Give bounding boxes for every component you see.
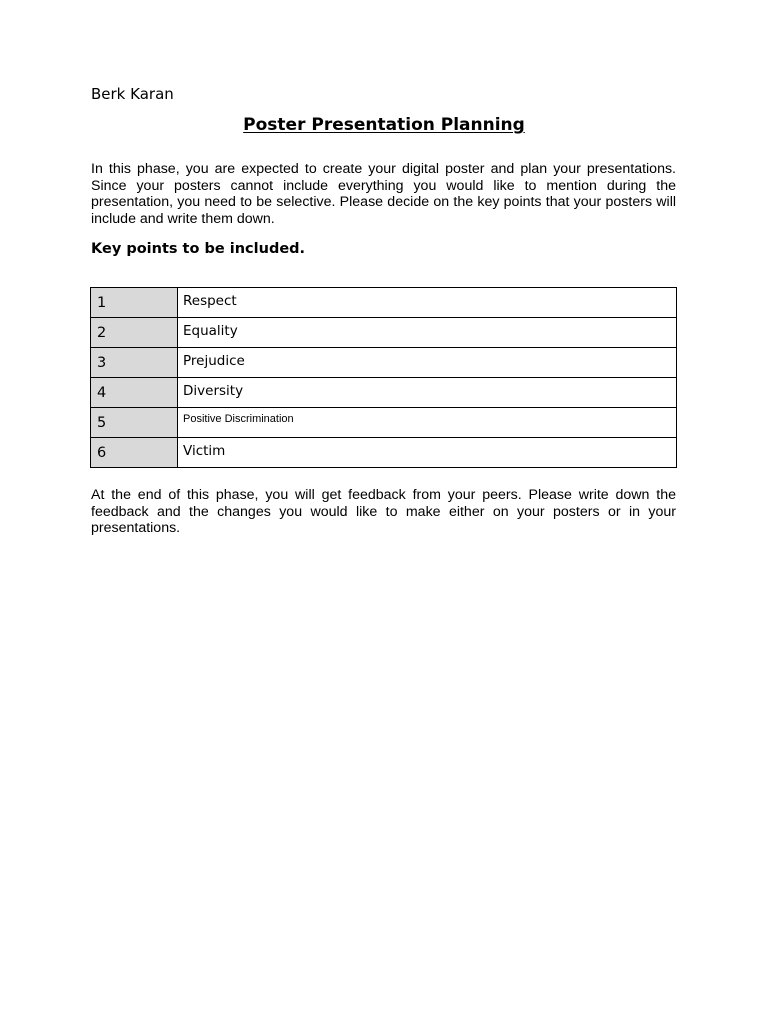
key-point-cell xyxy=(178,378,677,408)
table-row xyxy=(91,408,677,438)
table-row xyxy=(91,288,677,318)
key-points-heading: Key points to be included. xyxy=(91,241,306,257)
key-point-cell xyxy=(178,348,677,378)
key-point-text: Prejudice xyxy=(183,352,245,369)
key-points-table xyxy=(90,287,677,468)
table-row xyxy=(91,318,677,348)
key-point-cell xyxy=(178,288,677,318)
row-number: 4 xyxy=(91,378,178,408)
key-point-cell xyxy=(178,438,677,468)
row-number: 6 xyxy=(91,438,178,468)
intro-paragraph: In this phase, you are expected to create your digital poster and plan your presentations. Since your posters cannot include everything you would like to mention during the presentation, you need to be selective. Please decide on the key points that your posters will include and write them down. xyxy=(91,161,676,227)
table-row xyxy=(91,378,677,408)
key-point-text: Respect xyxy=(183,292,237,309)
row-number: 1 xyxy=(91,288,178,318)
row-number: 5 xyxy=(91,408,178,438)
table-row xyxy=(91,348,677,378)
key-point-text: Victim xyxy=(183,442,226,459)
key-point-cell xyxy=(178,408,677,438)
key-point-text: Equality xyxy=(183,322,238,339)
outro-paragraph: At the end of this phase, you will get feedback from your peers. Please write down the feedback and the changes you would like to make either on your posters or in your presentations. xyxy=(91,487,676,537)
table-row xyxy=(91,438,677,468)
author-name: Berk Karan xyxy=(91,85,174,103)
key-point-text: Positive Discrimination xyxy=(183,412,294,425)
key-point-cell xyxy=(178,318,677,348)
key-point-text: Diversity xyxy=(183,382,244,399)
row-number: 2 xyxy=(91,318,178,348)
document-title: Poster Presentation Planning xyxy=(243,115,525,135)
row-number: 3 xyxy=(91,348,178,378)
